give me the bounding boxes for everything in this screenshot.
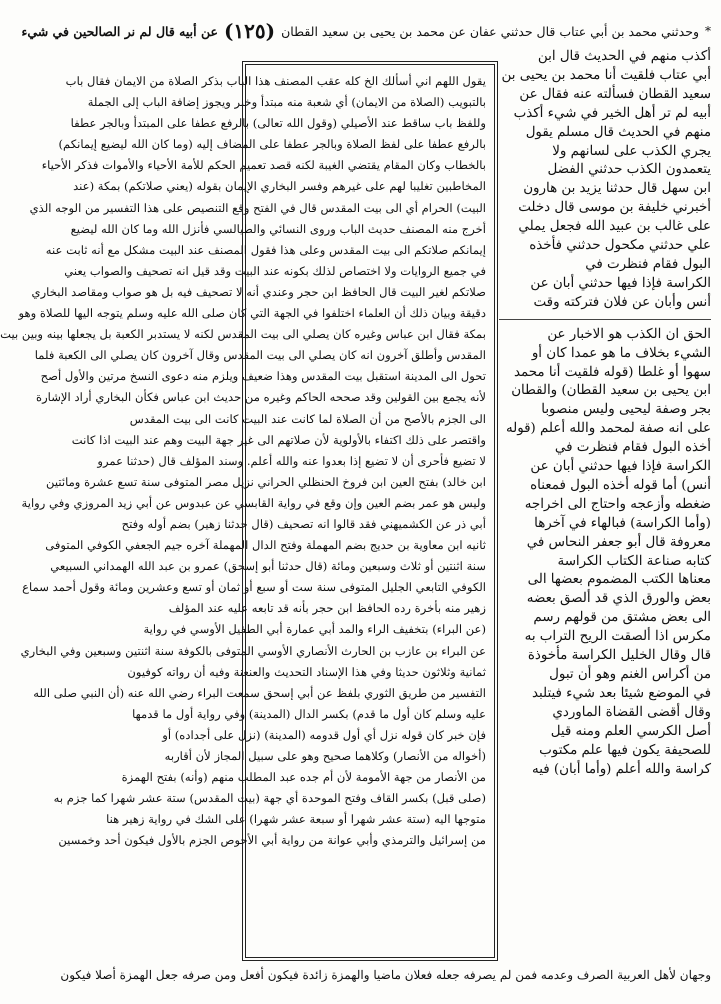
header-text-right: وحدثني محمد بن أبي عتاب قال حدثني عفان عن محمد بن يحيى بن سعيد القطان [281,23,699,39]
text-line: عليه وسلم كان أول ما قدم) بكسر الدال (المدينة) وفي رواية أول ما قدمها [132,706,486,721]
text-line: ابن سهل قال حدثنا يزيد بن هارون [523,181,711,197]
text-line: أبي عتاب فلقيت أنا محمد بن يحيى بن [501,67,711,83]
text-line: للصحيفة يكون فيها علم مكتوب [539,742,711,758]
text-line: وليس هو عمر بضم العين وإن وقع في رواية القابسي عن عبدوس عن أبي زيد المروزي وفي رواية [21,495,486,510]
text-line: أنس وأبان عن فلان فتركته وقت [533,294,711,310]
text-line: إيمانكم صلاتكم الى بيت المقدس وعلى هذا فقول المصنف عند البيت مشكل مع أنه ثابت عنه [45,242,486,257]
text-line: ابن خالد) بفتح العين ابن فروخ الحنظلي الحراني نزيل مصر المتوفى سنة تسع عشرة ومائتين [46,474,486,489]
text-line: أخذه البول فقام فنظرت في [554,440,711,456]
text-line: معناها الكتب المضموم بعضها الى [527,572,711,588]
text-line: أكذب منهم في الحديث قال ابن [537,49,711,64]
text-line: (صلى قبل) بكسر القاف وفتح الموحدة أي جهة (بيت المقدس) ستة عشر شهرا كما جزم به [53,791,486,806]
text-line: معروفة قال أبو جعفر النحاس في [526,534,711,550]
text-line: بجر وصفة ليحيى وليس منصوبا [541,402,711,418]
text-line: الى بعض مشتق من قولهم رسم [533,610,711,626]
text-line: عن البراء بن عازب بن الحارث الأنصاري الأوسي المتوفى بالكوفة سنة اثنتين وسبعين وفي البخاري [20,643,486,658]
text-line: مكرس اذا ألصقت الريح التراب به [524,629,711,645]
text-line: كتابه صناعة الكتاب الكراسة [557,553,711,569]
text-line: الى الجزم بالأصح من أن الصلاة لما كانت عند البيت كانت الى بيت المقدس [129,411,486,426]
text-line: متوجها اليه (ستة عشر شهرا أو سبعة عشر شهرا) على الشك في رواية زهير هنا [106,812,486,827]
margin-block-sharh [499,326,711,780]
margin-commentary [499,48,711,958]
main-commentary-frame [0,64,495,958]
text-line: (عن البراء) بتخفيف الراء والمد أبي عمارة أبي الطفيل الأوسي في رواية [143,622,486,637]
header-marker: * [705,24,711,38]
page-footer [31,968,711,990]
footer-text: وجهان لأهل العربية الصرف وعدمه فمن لم يصرفه جعله فعلان ماضيا والهمزة زائدة فيكون أفعل ومن صرفه جعل الهمزة أصلا فيكون [60,968,711,982]
text-line: بالتبويب (الصلاة من الايمان) أي شعبة منه مبتدأ وخبر ويجوز إضافة الباب إلى الجملة [87,95,486,110]
text-line: أصل الكرسي العلم ومنه قيل [550,723,711,739]
margin-block-hadith [499,48,711,313]
text-line: واقتصر على ذلك اكتفاء بالأولوية لأن صلاتهم الى غير جهة البيت وهم عند البيت اذا كانت [71,432,486,447]
text-line: يتعمدون الكذب حدثني الفضل [547,162,711,178]
text-line: من إسرائيل والترمذي وأبي عوانة من رواية أبي الأحوص الجزم بالأول فيكون أحد وخمسين [58,833,486,848]
text-line: في الموضع شيئا بعد شيء فيتلبد [531,685,711,701]
text-line: المخاطبين تغليبا لهم على غيرهم وفسر البخاري الإيمان بقوله (يعني صلاتكم) بمكة (عند [73,179,486,194]
text-line: على غالب بن عبيد الله فجعل يملي [518,219,711,235]
text-line: المقدس وأطلق آخرون انه كان يصلي الى بيت المقدس وقال آخرون كان يصلي الى الكعبة فلما [34,348,486,363]
text-line: بمكة فقال ابن عباس وغيره كان يصلي الى بيت المقدس لكنه لا يستدبر الكعبة بل يجعلها بينه وبين بيت [0,327,486,342]
text-line: التفسير من طريق الثوري بلفظ عن أبي إسحق سمعت البراء رضي الله عنه (أن النبي صلى الله [33,685,486,700]
text-line: زهير منه بأخرة رده الحافظ ابن حجر بأنه قد تابعه عليه عند المؤلف [168,601,486,616]
text-line: ابن يحيى بن سعيد القطان) والقطان [511,383,711,399]
text-line: ثانيه ابن معاوية بن حديج بضم المهملة وفتح الدال المهملة آخره جيم الجعفي الكوفي المتوفى [45,538,486,553]
text-line: الكراسة فإذا فيها حدثني أبان عن [530,459,711,475]
text-line: البيت) الحرام أي الى بيت المقدس قال في الفتح وقع التنصيص على هذا التفسير من الوجه الذي [29,200,486,215]
text-line: قال وقال الخليل الكراسة مأخوذة [527,648,711,664]
text-line: أخرج منه المصنف حديث الباب وروى النسائي والطيالسي فأنزل الله وما كان الله ليضيع [70,221,486,236]
text-line: بعض والورق الذي قد ألصق بعضه [526,591,711,607]
text-line: علي حدثني مكحول حدثني فأخذه [529,238,711,254]
text-line: في جميع الروايات ولا اختصاص لذلك بكونه عند البيت وقد قيل انه تصحيف والصواب يعني [64,263,486,278]
text-line: تحول الى المدينة استقبل بيت المقدس وهذا ضعيف ويلزم منه دعوى النسخ مرتين والأول أصح [40,369,486,384]
text-line: من أكراس الغنم وهو أن تبول [549,667,711,682]
text-line: أبي ذر عن الكشميهني فقد قالوا انه تصحيف (قال حدثنا زهير) بضم أوله وفتح [121,516,486,531]
text-line: ضغطه وأزعجه واحتاج الى اخراجه [524,496,711,512]
text-line: بالرفع عطفا على لفظ الصلاة وبالجر عطفا على المضاف إليه (وما كان الله ليضيع إيمانكم) [58,137,486,152]
text-line: يقول اللهم اني أسألك الخ كله عقب المصنف هذا الباب بذكر الصلاة من الايمان فقال باب [65,74,486,88]
text-line: سنة اثنتين أو ثلاث وسبعين ومائة (قال حدثنا أبو إسحق) عمرو بن عبد الله الهمداني السبيعي [50,559,486,574]
text-line: كراسة والله أعلم (وأما أبان) فيه [532,761,711,777]
text-line: أخبرني خليفة بن موسى قال دخلت [518,200,711,216]
text-line: وللفظ باب ساقط عند الأصيلي (وقول الله تعالى) بالرفع عطفا على المبتدأ وبالجر عطفا [70,116,486,131]
margin-divider [499,319,711,320]
text-line: على انه صفة لمحمد والله أعلم (قوله [505,421,711,437]
text-line: الحق ان الكذب هو الاخبار عن [547,326,711,342]
page-number: (١٢٥) [223,19,276,43]
text-line: سهوا أو غلطا (قوله فلقيت أنا محمد [514,364,711,380]
text-line: دقيقة وبيان ذلك أن العلماء اختلفوا في الجهة التي كان صلى الله عليه وسلم يتوجه اليها للصلاة وهو [18,306,486,321]
text-line: صلاتكم لغير البيت قال الحافظ ابن حجر وعندي أنه لا تصحيف فيه بل هو صواب ومقاصد البخاري [31,284,486,299]
header-text-left: عن أبيه قال لم نر الصالحين في شيء [21,23,218,39]
text-line: يجري الكذب على لسانهم ولا [552,143,711,159]
text-line: منهم في الحديث قال مسلم يقول [525,124,711,140]
text-line: لأنه يجمع بين القولين وقد صححه الحاكم وغيره من حديث ابن عباس فكأن البخاري أراد الإشارة [36,390,486,405]
text-line: (أخواله من الأنصار) وكلاهما صحيح وهو على سبيل المجاز لأن أقاربه [164,749,486,763]
text-line: لا تضيع فأحرى أن لا تضيع إذا بعدوا عنه والله أعلم. وسند المؤلف قال (حدثنا عمرو [97,453,486,468]
page-header [21,14,711,48]
text-line: الكوفي التابعي الجليل المتوفى سنة ست أو سبع أو ثمان أو تسع وعشرين ومائة وقول أحمد سماع [22,580,486,595]
text-line: أنس) أما قوله أخذه البول فمعناه [530,477,711,493]
text-line: من الأنصار من جهة الأمومة لأن أم جده عبد المطلب منهم (وأنه) بفتح الهمزة [121,770,486,785]
text-line: (وأما الكراسة) فبالهاء في آخرها [534,515,711,531]
text-line: وقال أقضى القضاة الماوردي [552,704,711,720]
text-line: الشيء بخلاف ما هو عمدا كان أو [531,345,711,361]
text-line: سعيد القطان فسألته عنه فقال عن [519,86,711,102]
text-line: أبيه لم تر أهل الخير في شيء أكذب [513,105,711,121]
text-line: ثمانية وثلاثون حديثا وفي هذا الإسناد التحديث والعنعنة وفيه أن رواته كوفيون [127,664,486,679]
text-line: البول فقام فنظرت في [585,256,711,272]
text-line: فإن خبر كان قوله نزل أي أول قدومه (المدينة) (نزل على أجداده) أو [162,727,486,742]
text-line: بالخطاب وكان المقام يقتضي الغيبة لكنه قصد تعميم الحكم للأمة الأحياء والأموات فذكر الأحياء [41,158,486,173]
text-line: الكراسة فإذا فيها حدثني أبان عن [530,275,711,291]
